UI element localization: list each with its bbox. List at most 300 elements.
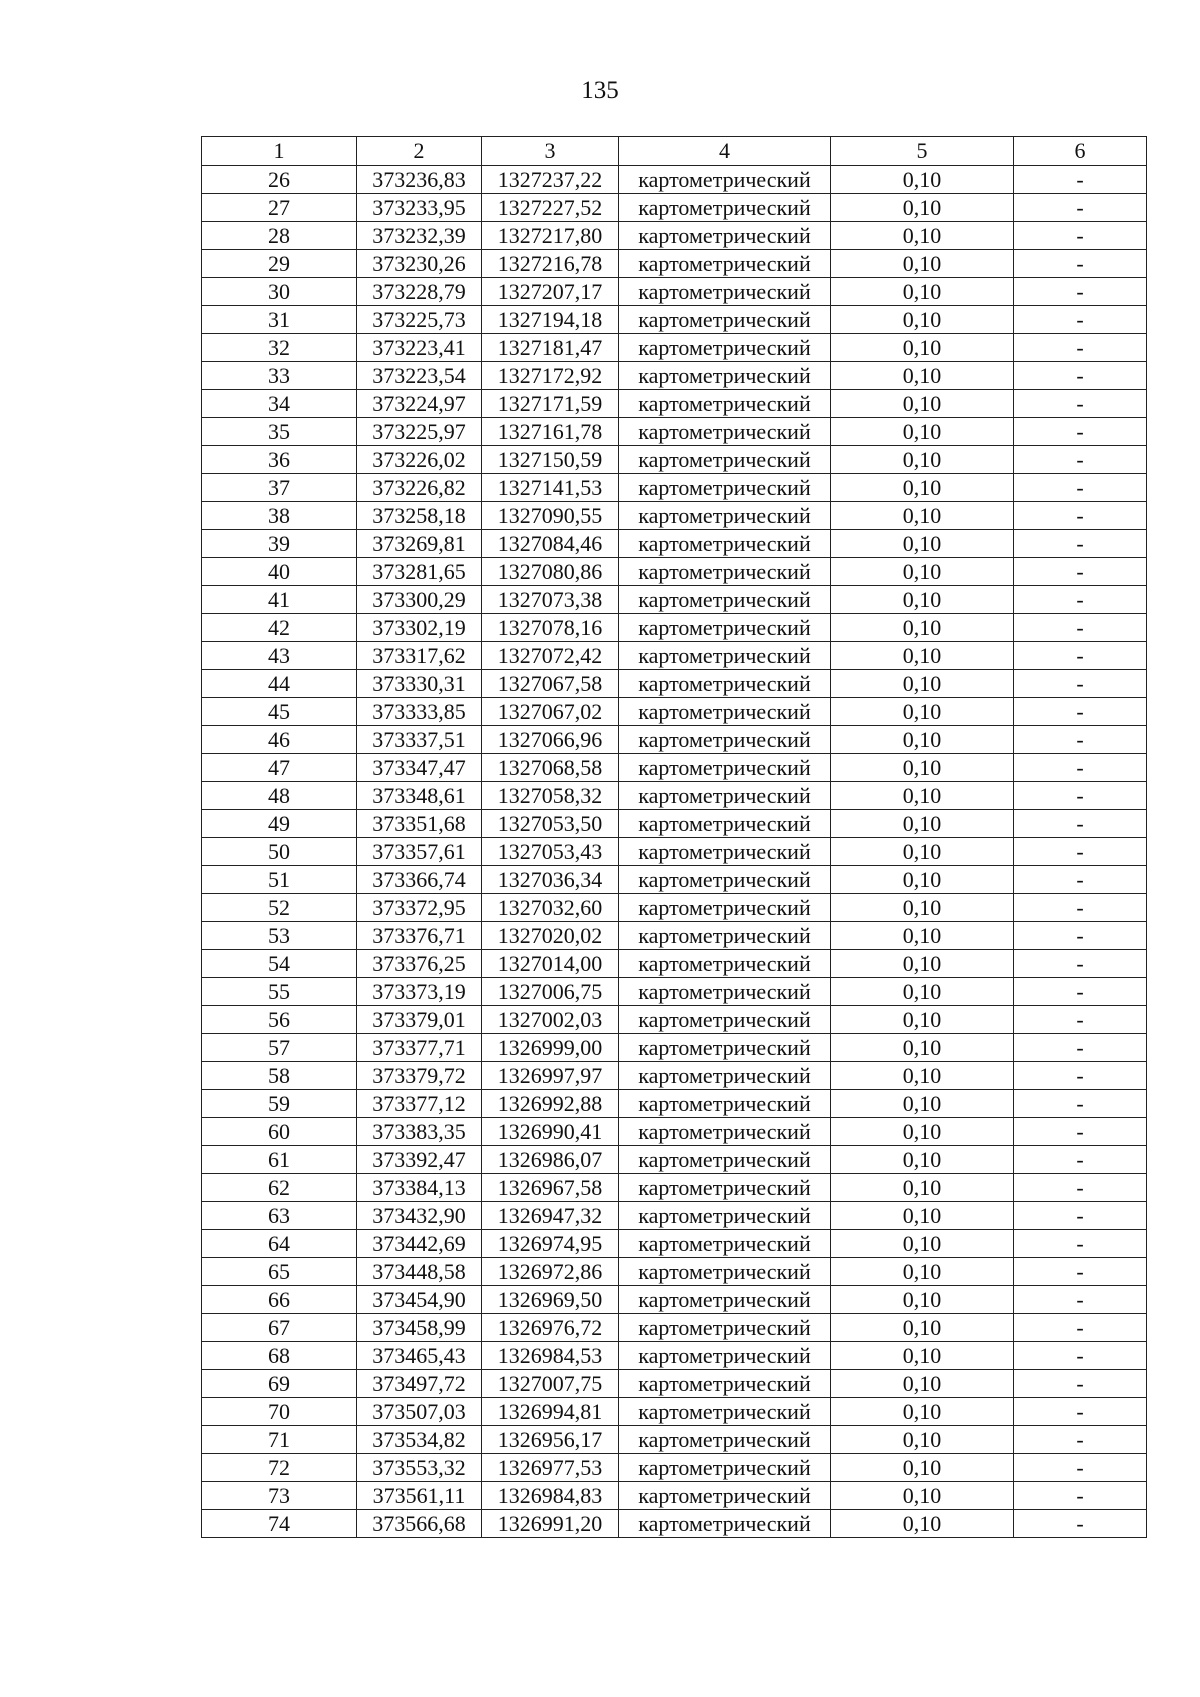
note-cell: - (1014, 586, 1147, 614)
table-row (202, 1034, 1147, 1062)
note-cell: - (1014, 782, 1147, 810)
y-coordinate-cell: 1326977,53 (482, 1454, 619, 1482)
x-coordinate-cell: 373281,65 (357, 558, 482, 586)
method-cell: картометрический (619, 866, 831, 894)
accuracy-cell: 0,10 (831, 1454, 1014, 1482)
point-number-cell: 62 (202, 1174, 357, 1202)
y-coordinate-cell: 1326999,00 (482, 1034, 619, 1062)
point-number-cell: 73 (202, 1482, 357, 1510)
table-body (202, 166, 1147, 1538)
y-coordinate-cell: 1327068,58 (482, 754, 619, 782)
accuracy-cell: 0,10 (831, 1202, 1014, 1230)
table-row (202, 1006, 1147, 1034)
y-coordinate-cell: 1327217,80 (482, 222, 619, 250)
table-row (202, 1482, 1147, 1510)
y-coordinate-cell: 1327036,34 (482, 866, 619, 894)
accuracy-cell: 0,10 (831, 474, 1014, 502)
note-cell: - (1014, 1146, 1147, 1174)
header-row (202, 137, 1147, 166)
accuracy-cell: 0,10 (831, 810, 1014, 838)
y-coordinate-cell: 1327067,58 (482, 670, 619, 698)
method-cell: картометрический (619, 1034, 831, 1062)
note-cell: - (1014, 1230, 1147, 1258)
method-cell: картометрический (619, 1202, 831, 1230)
table-row (202, 222, 1147, 250)
table-row (202, 1510, 1147, 1538)
point-number-cell: 35 (202, 418, 357, 446)
point-number-cell: 63 (202, 1202, 357, 1230)
method-cell: картометрический (619, 1174, 831, 1202)
accuracy-cell: 0,10 (831, 530, 1014, 558)
x-coordinate-cell: 373348,61 (357, 782, 482, 810)
x-coordinate-cell: 373384,13 (357, 1174, 482, 1202)
y-coordinate-cell: 1326969,50 (482, 1286, 619, 1314)
y-coordinate-cell: 1327066,96 (482, 726, 619, 754)
accuracy-cell: 0,10 (831, 1398, 1014, 1426)
accuracy-cell: 0,10 (831, 1258, 1014, 1286)
note-cell: - (1014, 810, 1147, 838)
x-coordinate-cell: 373226,82 (357, 474, 482, 502)
accuracy-cell: 0,10 (831, 978, 1014, 1006)
point-number-cell: 64 (202, 1230, 357, 1258)
accuracy-cell: 0,10 (831, 894, 1014, 922)
method-cell: картометрический (619, 1510, 831, 1538)
y-coordinate-cell: 1327053,43 (482, 838, 619, 866)
x-coordinate-cell: 373566,68 (357, 1510, 482, 1538)
x-coordinate-cell: 373465,43 (357, 1342, 482, 1370)
method-cell: картометрический (619, 558, 831, 586)
method-cell: картометрический (619, 278, 831, 306)
table-row (202, 614, 1147, 642)
note-cell: - (1014, 1006, 1147, 1034)
point-number-cell: 45 (202, 698, 357, 726)
point-number-cell: 39 (202, 530, 357, 558)
x-coordinate-cell: 373230,26 (357, 250, 482, 278)
method-cell: картометрический (619, 782, 831, 810)
x-coordinate-cell: 373232,39 (357, 222, 482, 250)
table-row (202, 1146, 1147, 1174)
accuracy-cell: 0,10 (831, 222, 1014, 250)
y-coordinate-cell: 1327150,59 (482, 446, 619, 474)
note-cell: - (1014, 306, 1147, 334)
point-number-cell: 27 (202, 194, 357, 222)
table-row (202, 1090, 1147, 1118)
table-row (202, 782, 1147, 810)
accuracy-cell: 0,10 (831, 1090, 1014, 1118)
table-row (202, 894, 1147, 922)
note-cell: - (1014, 1118, 1147, 1146)
x-coordinate-cell: 373392,47 (357, 1146, 482, 1174)
table-row (202, 1398, 1147, 1426)
table-row (202, 1454, 1147, 1482)
point-number-cell: 42 (202, 614, 357, 642)
accuracy-cell: 0,10 (831, 1062, 1014, 1090)
method-cell: картометрический (619, 1314, 831, 1342)
note-cell: - (1014, 1454, 1147, 1482)
x-coordinate-cell: 373226,02 (357, 446, 482, 474)
method-cell: картометрический (619, 390, 831, 418)
point-number-cell: 68 (202, 1342, 357, 1370)
point-number-cell: 50 (202, 838, 357, 866)
note-cell: - (1014, 838, 1147, 866)
note-cell: - (1014, 1202, 1147, 1230)
table-row (202, 390, 1147, 418)
table-row (202, 698, 1147, 726)
note-cell: - (1014, 1398, 1147, 1426)
y-coordinate-cell: 1326947,32 (482, 1202, 619, 1230)
method-cell: картометрический (619, 586, 831, 614)
method-cell: картометрический (619, 950, 831, 978)
table-row (202, 866, 1147, 894)
note-cell: - (1014, 978, 1147, 1006)
note-cell: - (1014, 698, 1147, 726)
table-row (202, 1342, 1147, 1370)
method-cell: картометрический (619, 1118, 831, 1146)
table-row (202, 166, 1147, 194)
accuracy-cell: 0,10 (831, 502, 1014, 530)
x-coordinate-cell: 373357,61 (357, 838, 482, 866)
y-coordinate-cell: 1327080,86 (482, 558, 619, 586)
note-cell: - (1014, 250, 1147, 278)
method-cell: картометрический (619, 250, 831, 278)
point-number-cell: 38 (202, 502, 357, 530)
note-cell: - (1014, 670, 1147, 698)
accuracy-cell: 0,10 (831, 1006, 1014, 1034)
coordinates-table (201, 136, 1147, 1538)
note-cell: - (1014, 446, 1147, 474)
table-row (202, 334, 1147, 362)
note-cell: - (1014, 1510, 1147, 1538)
x-coordinate-cell: 373448,58 (357, 1258, 482, 1286)
note-cell: - (1014, 922, 1147, 950)
note-cell: - (1014, 1258, 1147, 1286)
accuracy-cell: 0,10 (831, 754, 1014, 782)
accuracy-cell: 0,10 (831, 642, 1014, 670)
point-number-cell: 32 (202, 334, 357, 362)
y-coordinate-cell: 1326984,53 (482, 1342, 619, 1370)
x-coordinate-cell: 373383,35 (357, 1118, 482, 1146)
accuracy-cell: 0,10 (831, 278, 1014, 306)
column-header: 5 (831, 137, 1014, 166)
y-coordinate-cell: 1326972,86 (482, 1258, 619, 1286)
accuracy-cell: 0,10 (831, 194, 1014, 222)
x-coordinate-cell: 373330,31 (357, 670, 482, 698)
accuracy-cell: 0,10 (831, 558, 1014, 586)
note-cell: - (1014, 726, 1147, 754)
y-coordinate-cell: 1327171,59 (482, 390, 619, 418)
y-coordinate-cell: 1327002,03 (482, 1006, 619, 1034)
accuracy-cell: 0,10 (831, 1230, 1014, 1258)
note-cell: - (1014, 1426, 1147, 1454)
note-cell: - (1014, 222, 1147, 250)
table-row (202, 1230, 1147, 1258)
y-coordinate-cell: 1327007,75 (482, 1370, 619, 1398)
point-number-cell: 43 (202, 642, 357, 670)
point-number-cell: 58 (202, 1062, 357, 1090)
table-row (202, 1202, 1147, 1230)
table-row (202, 194, 1147, 222)
accuracy-cell: 0,10 (831, 586, 1014, 614)
table-row (202, 670, 1147, 698)
point-number-cell: 29 (202, 250, 357, 278)
note-cell: - (1014, 166, 1147, 194)
accuracy-cell: 0,10 (831, 1342, 1014, 1370)
note-cell: - (1014, 1314, 1147, 1342)
point-number-cell: 70 (202, 1398, 357, 1426)
note-cell: - (1014, 558, 1147, 586)
accuracy-cell: 0,10 (831, 866, 1014, 894)
method-cell: картометрический (619, 1398, 831, 1426)
method-cell: картометрический (619, 1090, 831, 1118)
accuracy-cell: 0,10 (831, 1426, 1014, 1454)
x-coordinate-cell: 373225,97 (357, 418, 482, 446)
point-number-cell: 61 (202, 1146, 357, 1174)
point-number-cell: 53 (202, 922, 357, 950)
accuracy-cell: 0,10 (831, 726, 1014, 754)
x-coordinate-cell: 373337,51 (357, 726, 482, 754)
method-cell: картометрический (619, 530, 831, 558)
point-number-cell: 65 (202, 1258, 357, 1286)
x-coordinate-cell: 373373,19 (357, 978, 482, 1006)
x-coordinate-cell: 373553,32 (357, 1454, 482, 1482)
x-coordinate-cell: 373534,82 (357, 1426, 482, 1454)
point-number-cell: 52 (202, 894, 357, 922)
point-number-cell: 66 (202, 1286, 357, 1314)
table-row (202, 754, 1147, 782)
table-row (202, 418, 1147, 446)
table-row (202, 922, 1147, 950)
point-number-cell: 46 (202, 726, 357, 754)
table-row (202, 530, 1147, 558)
x-coordinate-cell: 373225,73 (357, 306, 482, 334)
accuracy-cell: 0,10 (831, 782, 1014, 810)
y-coordinate-cell: 1326976,72 (482, 1314, 619, 1342)
x-coordinate-cell: 373379,72 (357, 1062, 482, 1090)
x-coordinate-cell: 373377,12 (357, 1090, 482, 1118)
point-number-cell: 59 (202, 1090, 357, 1118)
point-number-cell: 34 (202, 390, 357, 418)
method-cell: картометрический (619, 838, 831, 866)
y-coordinate-cell: 1326986,07 (482, 1146, 619, 1174)
x-coordinate-cell: 373236,83 (357, 166, 482, 194)
y-coordinate-cell: 1326997,97 (482, 1062, 619, 1090)
accuracy-cell: 0,10 (831, 446, 1014, 474)
x-coordinate-cell: 373333,85 (357, 698, 482, 726)
method-cell: картометрический (619, 306, 831, 334)
y-coordinate-cell: 1326984,83 (482, 1482, 619, 1510)
note-cell: - (1014, 1090, 1147, 1118)
y-coordinate-cell: 1326974,95 (482, 1230, 619, 1258)
x-coordinate-cell: 373302,19 (357, 614, 482, 642)
method-cell: картометрический (619, 670, 831, 698)
note-cell: - (1014, 950, 1147, 978)
method-cell: картометрический (619, 698, 831, 726)
note-cell: - (1014, 642, 1147, 670)
y-coordinate-cell: 1326967,58 (482, 1174, 619, 1202)
table-row (202, 474, 1147, 502)
method-cell: картометрический (619, 1286, 831, 1314)
method-cell: картометрический (619, 1482, 831, 1510)
point-number-cell: 48 (202, 782, 357, 810)
note-cell: - (1014, 194, 1147, 222)
point-number-cell: 37 (202, 474, 357, 502)
note-cell: - (1014, 278, 1147, 306)
point-number-cell: 26 (202, 166, 357, 194)
point-number-cell: 60 (202, 1118, 357, 1146)
table-row (202, 250, 1147, 278)
x-coordinate-cell: 373366,74 (357, 866, 482, 894)
table-row (202, 810, 1147, 838)
table-row (202, 278, 1147, 306)
column-header: 2 (357, 137, 482, 166)
table-row (202, 642, 1147, 670)
table-row (202, 1370, 1147, 1398)
method-cell: картометрический (619, 1454, 831, 1482)
x-coordinate-cell: 373454,90 (357, 1286, 482, 1314)
y-coordinate-cell: 1326991,20 (482, 1510, 619, 1538)
method-cell: картометрический (619, 922, 831, 950)
y-coordinate-cell: 1327020,02 (482, 922, 619, 950)
accuracy-cell: 0,10 (831, 670, 1014, 698)
point-number-cell: 72 (202, 1454, 357, 1482)
note-cell: - (1014, 1342, 1147, 1370)
method-cell: картометрический (619, 1230, 831, 1258)
x-coordinate-cell: 373561,11 (357, 1482, 482, 1510)
y-coordinate-cell: 1327216,78 (482, 250, 619, 278)
method-cell: картометрический (619, 446, 831, 474)
note-cell: - (1014, 334, 1147, 362)
point-number-cell: 56 (202, 1006, 357, 1034)
point-number-cell: 41 (202, 586, 357, 614)
y-coordinate-cell: 1327014,00 (482, 950, 619, 978)
y-coordinate-cell: 1326956,17 (482, 1426, 619, 1454)
note-cell: - (1014, 1174, 1147, 1202)
method-cell: картометрический (619, 362, 831, 390)
method-cell: картометрический (619, 1258, 831, 1286)
y-coordinate-cell: 1327078,16 (482, 614, 619, 642)
point-number-cell: 54 (202, 950, 357, 978)
table-row (202, 1286, 1147, 1314)
method-cell: картометрический (619, 1006, 831, 1034)
accuracy-cell: 0,10 (831, 950, 1014, 978)
note-cell: - (1014, 614, 1147, 642)
x-coordinate-cell: 373347,47 (357, 754, 482, 782)
x-coordinate-cell: 373379,01 (357, 1006, 482, 1034)
method-cell: картометрический (619, 754, 831, 782)
table-row (202, 362, 1147, 390)
accuracy-cell: 0,10 (831, 334, 1014, 362)
x-coordinate-cell: 373317,62 (357, 642, 482, 670)
table-row (202, 586, 1147, 614)
x-coordinate-cell: 373376,71 (357, 922, 482, 950)
y-coordinate-cell: 1326990,41 (482, 1118, 619, 1146)
y-coordinate-cell: 1327032,60 (482, 894, 619, 922)
accuracy-cell: 0,10 (831, 1314, 1014, 1342)
method-cell: картометрический (619, 166, 831, 194)
point-number-cell: 36 (202, 446, 357, 474)
column-header: 3 (482, 137, 619, 166)
accuracy-cell: 0,10 (831, 418, 1014, 446)
point-number-cell: 74 (202, 1510, 357, 1538)
x-coordinate-cell: 373269,81 (357, 530, 482, 558)
table-row (202, 838, 1147, 866)
y-coordinate-cell: 1327227,52 (482, 194, 619, 222)
note-cell: - (1014, 1034, 1147, 1062)
table-row (202, 978, 1147, 1006)
point-number-cell: 49 (202, 810, 357, 838)
x-coordinate-cell: 373224,97 (357, 390, 482, 418)
table-row (202, 1174, 1147, 1202)
point-number-cell: 57 (202, 1034, 357, 1062)
note-cell: - (1014, 866, 1147, 894)
y-coordinate-cell: 1327237,22 (482, 166, 619, 194)
accuracy-cell: 0,10 (831, 1146, 1014, 1174)
y-coordinate-cell: 1327090,55 (482, 502, 619, 530)
table-row (202, 1426, 1147, 1454)
table-row (202, 726, 1147, 754)
accuracy-cell: 0,10 (831, 1482, 1014, 1510)
y-coordinate-cell: 1327161,78 (482, 418, 619, 446)
accuracy-cell: 0,10 (831, 1510, 1014, 1538)
method-cell: картометрический (619, 1426, 831, 1454)
x-coordinate-cell: 373228,79 (357, 278, 482, 306)
method-cell: картометрический (619, 726, 831, 754)
accuracy-cell: 0,10 (831, 1370, 1014, 1398)
method-cell: картометрический (619, 194, 831, 222)
accuracy-cell: 0,10 (831, 922, 1014, 950)
note-cell: - (1014, 362, 1147, 390)
method-cell: картометрический (619, 474, 831, 502)
method-cell: картометрический (619, 894, 831, 922)
x-coordinate-cell: 373458,99 (357, 1314, 482, 1342)
x-coordinate-cell: 373351,68 (357, 810, 482, 838)
accuracy-cell: 0,10 (831, 838, 1014, 866)
note-cell: - (1014, 1482, 1147, 1510)
accuracy-cell: 0,10 (831, 614, 1014, 642)
accuracy-cell: 0,10 (831, 1034, 1014, 1062)
table-row (202, 1258, 1147, 1286)
note-cell: - (1014, 754, 1147, 782)
table-row (202, 502, 1147, 530)
table-row (202, 950, 1147, 978)
x-coordinate-cell: 373223,54 (357, 362, 482, 390)
point-number-cell: 55 (202, 978, 357, 1006)
table-row (202, 446, 1147, 474)
method-cell: картометрический (619, 810, 831, 838)
column-header: 1 (202, 137, 357, 166)
y-coordinate-cell: 1326992,88 (482, 1090, 619, 1118)
table-row (202, 558, 1147, 586)
x-coordinate-cell: 373376,25 (357, 950, 482, 978)
accuracy-cell: 0,10 (831, 1286, 1014, 1314)
note-cell: - (1014, 474, 1147, 502)
method-cell: картометрический (619, 334, 831, 362)
point-number-cell: 31 (202, 306, 357, 334)
y-coordinate-cell: 1327006,75 (482, 978, 619, 1006)
y-coordinate-cell: 1327058,32 (482, 782, 619, 810)
x-coordinate-cell: 373442,69 (357, 1230, 482, 1258)
method-cell: картометрический (619, 614, 831, 642)
note-cell: - (1014, 1286, 1147, 1314)
method-cell: картометрический (619, 1342, 831, 1370)
method-cell: картометрический (619, 418, 831, 446)
page-number: 135 (581, 77, 619, 104)
point-number-cell: 67 (202, 1314, 357, 1342)
point-number-cell: 47 (202, 754, 357, 782)
y-coordinate-cell: 1327181,47 (482, 334, 619, 362)
point-number-cell: 44 (202, 670, 357, 698)
point-number-cell: 30 (202, 278, 357, 306)
